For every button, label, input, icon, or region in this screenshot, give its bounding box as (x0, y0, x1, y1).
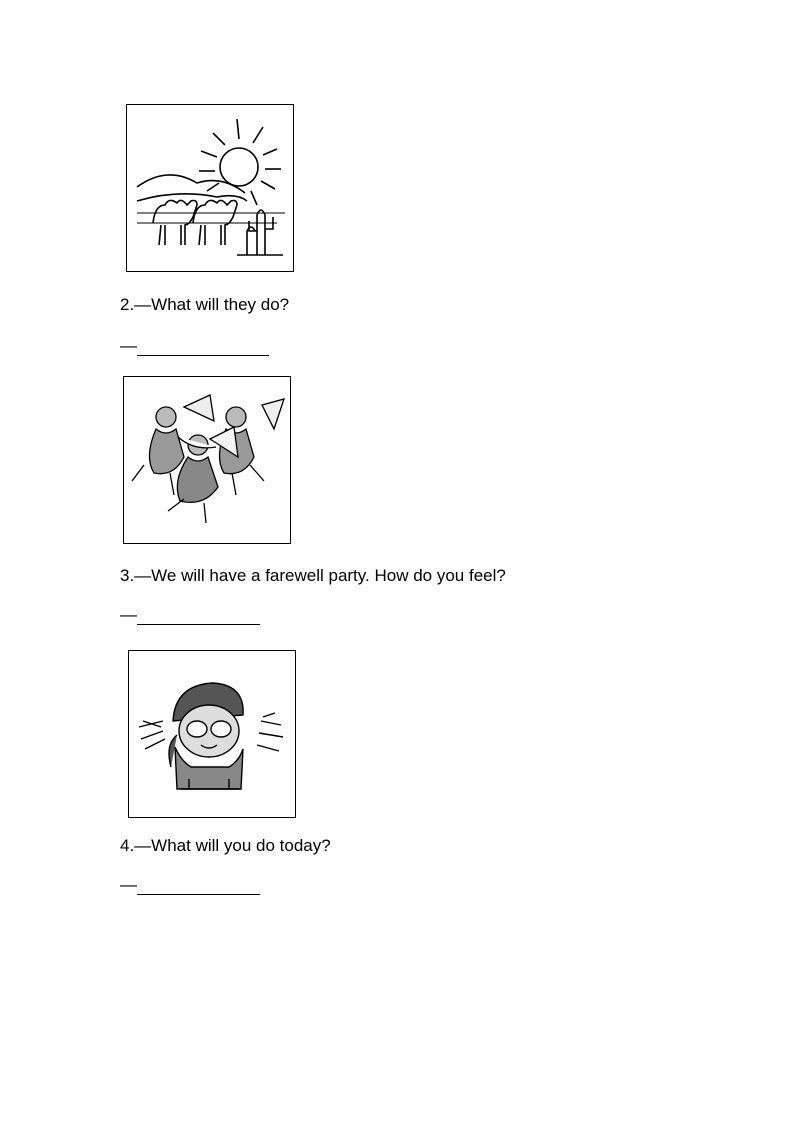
answer-prefix: — (120, 605, 137, 624)
answer-blank[interactable] (137, 893, 260, 895)
question-4: 4.—What will you do today? (120, 836, 331, 855)
answer-prefix: — (120, 336, 137, 355)
desert-sun-camels-icon (127, 105, 293, 271)
answer-blank[interactable] (137, 623, 260, 625)
answer-line-2[interactable] (120, 336, 269, 356)
answer-line-4[interactable] (120, 875, 260, 895)
answer-prefix: — (120, 875, 137, 894)
dancing-picture (123, 376, 291, 544)
answer-line-3[interactable] (120, 605, 260, 625)
crying-picture (128, 650, 296, 818)
question-2: 2.—What will they do? (120, 295, 290, 314)
crying-girl-icon (129, 651, 295, 817)
desert-picture (126, 104, 294, 272)
dancing-girls-with-fans-icon (124, 377, 290, 543)
answer-blank[interactable] (137, 354, 269, 356)
question-3: 3.—We will have a farewell party. How do you feel? (120, 566, 506, 585)
